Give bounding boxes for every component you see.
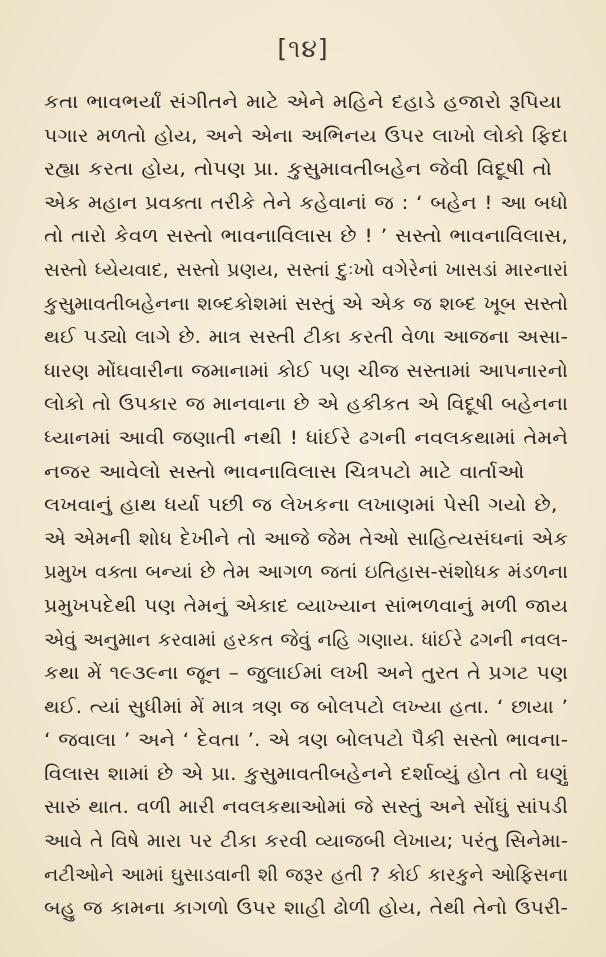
text-line: રહ્યા કરતા હોય, તોપણ પ્રા. કુસુમાવતીબહેન જેવી વિદૂષી તો (44, 159, 552, 181)
text-line: ધ્યાનમાં આવી જણાતી નથી ! ધાંઈરે ઢગની નવલકથામાં તેમને (44, 427, 568, 449)
text-line: બહુ જ કામના કાગળો ઉપર શાહી ઢોળી હોય, તેથી તેનો ઉપરી- (44, 898, 568, 920)
text-line: એક મહાન પ્રવક્તા તરીકે તેને કહેવાનાં જ : ‘ બહેન ! આ બધો (44, 192, 568, 214)
text-line: થઈ પડ્યો લાગે છે. માત્ર સસ્તી ટીકા કરતી વેળા આજના અસા- (44, 327, 568, 349)
text-line: તો તારો કેવળ સસ્તો ભાવનાવિલાસ છે ! ’ સસ્તો ભાવનાવિલાસ, (44, 226, 568, 248)
text-line: સસ્તો ધ્યેયવાદ, સસ્તો પ્રણય, સસ્તાં દુઃખો વગેરેનાં ખાસડાં મારનારાં (44, 259, 568, 281)
text-line: કતા ભાવભર્યાં સંગીતને માટે એને મહિને દહાડે હજારો રૂપિયા (44, 92, 562, 113)
text-line: ધારણ મોંઘવારીના જમાનામાં કોઈ પણ ચીજ સસ્તામાં આપનારનો (44, 360, 568, 382)
text-line: લોકો તો ઉપકાર જ માનવાના છે એ હકીકત એ વિદૂષી બહેનના (44, 394, 568, 416)
body-text (44, 86, 568, 926)
text-line: એવું અનુમાન કરવામાં હરકત જેવું નહિ ગણાય. ધાંઈરે ઢગની નવલ- (44, 629, 568, 651)
text-line: એ એમની શોધ દેખીને તો આજે જેમ તેઓ સાહિત્યસંઘનાં એક (44, 528, 568, 550)
text-line: ‘ જવાલા ’ અને ‘ દેવતા ’. એ ત્રણ બોલપટો પૈકી સસ્તો ભાવના- (44, 730, 568, 752)
text-line: વિલાસ શામાં છે એ પ્રા. કુસુમાવતીબહેનને દર્શાવ્યું હોત તો ઘણું (44, 763, 568, 785)
text-line: નટીઓને આમાં ઘુસાડવાની શી જરૂર હતી ? કોઈ કારકુને ઓફિસના (44, 864, 568, 886)
text-line: કુસુમાવતીબહેનના શબ્દકોશમાં સસ્તું એ એક જ શબ્દ ખૂબ સસ્તો (44, 293, 568, 315)
text-line: સારું થાત. વળી મારી નવલકથાઓમાં જે સસ્તું અને સોંઘું સાંપડી (44, 797, 568, 819)
text-line: પગાર મળતો હોય, અને એના અભિનય ઉપર લાખો લોકો ફિદા (44, 125, 568, 147)
text-line: થઈ. ત્યાં સુધીમાં મેં માત્ર ત્રણ જ બોલપટો લખ્યા હતા. ‘ છાયા ’ (44, 696, 568, 718)
text-line: નજર આવેલો સસ્તો ભાવનાવિલાસ ચિત્રપટો માટે વાર્તાઓ (44, 461, 525, 483)
text-line: આવે તે વિષે મારા પર ટીકા કરવી વ્યાજબી લેખાય; પરંતુ સિનેમા- (44, 831, 568, 853)
text-line: પ્રમુખપદેથી પણ તેમનું એકાદ વ્યાખ્યાન સાંભળવાનું મળી જાય (44, 595, 568, 617)
page-number: [૧૪] (277, 34, 329, 63)
text-line: કથા મેં ૧૯૩૯ના જૂન – જુલાઈમાં લખી અને તુરત તે પ્રગટ પણ (44, 663, 568, 685)
text-line: લખવાનું હાથ ધર્યા પછી જ લેખકના લખાણમાં પેસી ગયો છે, (44, 495, 558, 517)
text-line: પ્રમુખ વક્તા બન્યાં છે તેમ આગળ જતાં ઇતિહાસ-સંશોધક મંડળના (44, 562, 568, 584)
